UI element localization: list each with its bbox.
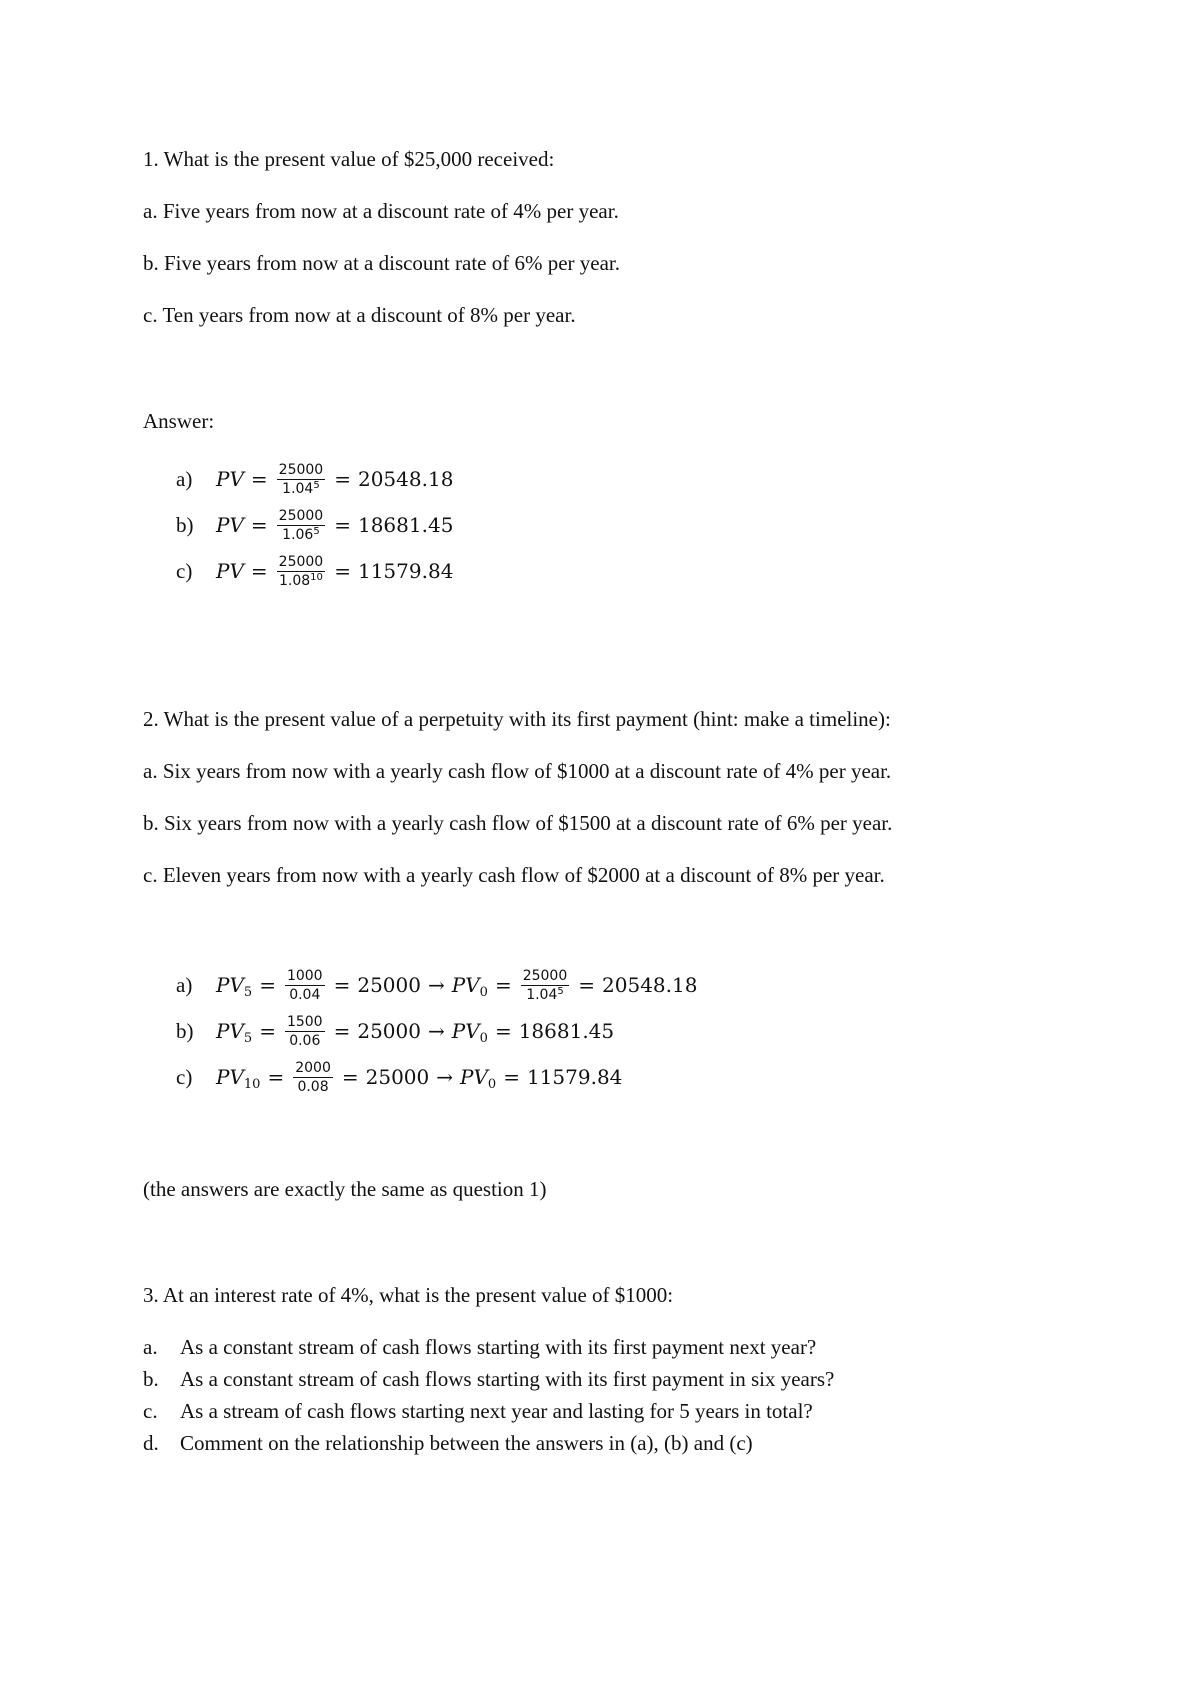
- list-item: [143, 1363, 834, 1395]
- q2-question: 2. What is the present value of a perpetuity with its first payment (hint: make a timeline):: [143, 707, 891, 731]
- list-item-text: As a constant stream of cash flows starting with its first payment next year?: [180, 1335, 817, 1359]
- eq-lhs: $PV_5$: [216, 973, 253, 1000]
- q1-equation-c: c) PV = $\frac{25000}{1.08^{10}}$ = 11579.84: [176, 553, 454, 589]
- eq-rhs-subscript: 0: [487, 1077, 497, 1092]
- eq-lhs-subscript: 10: [243, 1077, 261, 1092]
- eq-fraction: [293, 1060, 333, 1095]
- eq-denominator: [282, 480, 320, 497]
- eq-lhs: PV: [216, 467, 244, 491]
- eq-lhs-subscript: 5: [243, 985, 253, 1000]
- eq-exponent: 10: [310, 571, 323, 583]
- eq-numerator: 1500: [286, 1013, 323, 1030]
- eq-numerator: 2000: [295, 1059, 331, 1076]
- q1-equation-b: b) PV = $\frac{25000}{1.06^5}$ = 18681.45: [176, 507, 454, 543]
- eq-label: b): [176, 512, 194, 537]
- answer-label: Answer:: [143, 409, 215, 433]
- eq-result: 18681.45: [357, 513, 454, 537]
- eq-fraction: [285, 968, 325, 1003]
- list-item: [143, 1331, 834, 1363]
- eq-label: a): [176, 466, 193, 491]
- list-item-text: As a stream of cash flows starting next year and lasting for 5 years in total?: [180, 1399, 813, 1423]
- eq-rhs: $PV_0$: [451, 1019, 488, 1046]
- eq-numerator-2: 25000: [522, 967, 568, 984]
- eq-mid-value: 25000: [357, 973, 421, 997]
- eq-numerator: 1000: [286, 967, 323, 984]
- eq-fraction-2: [521, 968, 570, 1003]
- eq-fraction: [277, 508, 326, 543]
- eq-base: 1.06: [282, 526, 314, 543]
- eq-rhs: $PV_0$: [451, 973, 488, 1000]
- q2-part-b: b. Six years from now with a yearly cash flow of $1500 at a discount rate of 6% per year.: [143, 811, 893, 835]
- eq-rhs-subscript: 0: [479, 1031, 488, 1046]
- eq-exponent-2: 5: [557, 985, 564, 997]
- eq-result: 11579.84: [526, 1065, 623, 1089]
- eq-label: c): [176, 1064, 193, 1089]
- eq-rhs: $PV_0$: [460, 1065, 497, 1092]
- eq-result: 11579.84: [357, 559, 454, 583]
- eq-denominator: 0.06: [289, 1032, 321, 1049]
- eq-lhs: $PV_{10}$: [216, 1065, 261, 1092]
- q2-part-c: c. Eleven years from now with a yearly cash flow of $2000 at a discount of 8% per year.: [143, 863, 885, 887]
- eq-exponent: 5: [313, 525, 320, 537]
- q1-part-b: b. Five years from now at a discount rate of 6% per year.: [143, 251, 621, 275]
- eq-base: 1.08: [278, 572, 311, 589]
- eq-fraction: [277, 462, 326, 497]
- q2-part-a: a. Six years from now with a yearly cash flow of $1000 at a discount rate of 4% per year.: [143, 759, 892, 783]
- eq-lhs: PV: [216, 513, 244, 537]
- eq-lhs: $PV_5$: [216, 1019, 253, 1046]
- list-item-key: d.: [143, 1431, 159, 1455]
- list-item-key: c.: [143, 1399, 158, 1423]
- list-item: [143, 1395, 834, 1427]
- eq-label: a): [176, 972, 193, 997]
- q2-note: (the answers are exactly the same as question 1): [143, 1177, 547, 1201]
- eq-denominator: 0.04: [289, 986, 321, 1003]
- eq-numerator: 25000: [278, 507, 324, 524]
- eq-base: 1.04: [282, 480, 314, 497]
- list-item-text: As a constant stream of cash flows starting with its first payment in six years?: [180, 1367, 835, 1391]
- q1-equation-a: a) PV = $\frac{25000}{1.04^5}$ = 20548.18: [176, 461, 454, 497]
- list-item-key: a.: [143, 1335, 158, 1359]
- q2-equation-b: b) $PV_5$ = $\frac{1500}{0.06}$ = 25000 → $PV_0$ = 18681.45: [176, 1013, 615, 1049]
- eq-result: 18681.45: [518, 1019, 615, 1043]
- eq-fraction: [285, 1014, 325, 1049]
- eq-exponent: 5: [313, 479, 320, 491]
- eq-label: c): [176, 558, 193, 583]
- eq-numerator: 25000: [278, 461, 324, 478]
- eq-result: 20548.18: [357, 467, 454, 491]
- eq-result: 20548.18: [602, 973, 698, 997]
- q3-question: 3. At an interest rate of 4%, what is the present value of $1000:: [143, 1283, 674, 1307]
- eq-base-2: 1.04: [526, 986, 558, 1003]
- q1-part-c: c. Ten years from now at a discount of 8% per year.: [143, 303, 576, 327]
- eq-lhs-subscript: 5: [243, 1031, 253, 1046]
- eq-denominator-2: [526, 986, 564, 1003]
- q1-question: 1. What is the present value of $25,000 received:: [143, 147, 555, 171]
- q2-equation-c: c) $PV_{10}$ = $\frac{2000}{0.08}$ = 25000 → $PV_0$ = 11579.84: [176, 1059, 623, 1095]
- eq-numerator: 25000: [278, 553, 324, 570]
- eq-rhs-subscript: 0: [479, 985, 488, 1000]
- eq-denominator: [279, 572, 323, 589]
- eq-label: b): [176, 1018, 194, 1043]
- list-item: [143, 1427, 834, 1459]
- q1-part-a: a. Five years from now at a discount rate of 4% per year.: [143, 199, 619, 223]
- eq-mid-value: 25000: [357, 1019, 421, 1043]
- eq-denominator: 0.08: [297, 1078, 329, 1095]
- eq-denominator: [282, 526, 320, 543]
- eq-fraction: [277, 554, 326, 589]
- eq-mid-value: 25000: [365, 1065, 430, 1089]
- eq-lhs: PV: [216, 559, 244, 583]
- q3-list: [143, 1331, 834, 1459]
- list-item-key: b.: [143, 1367, 159, 1391]
- q2-equation-a: a) $PV_5$ = $\frac{1000}{0.04}$ = 25000 → $PV_0$ = $\frac{25000}{1.04^5}$ = 20548.18: [176, 967, 698, 1003]
- list-item-text: Comment on the relationship between the answers in (a), (b) and (c): [180, 1431, 753, 1455]
